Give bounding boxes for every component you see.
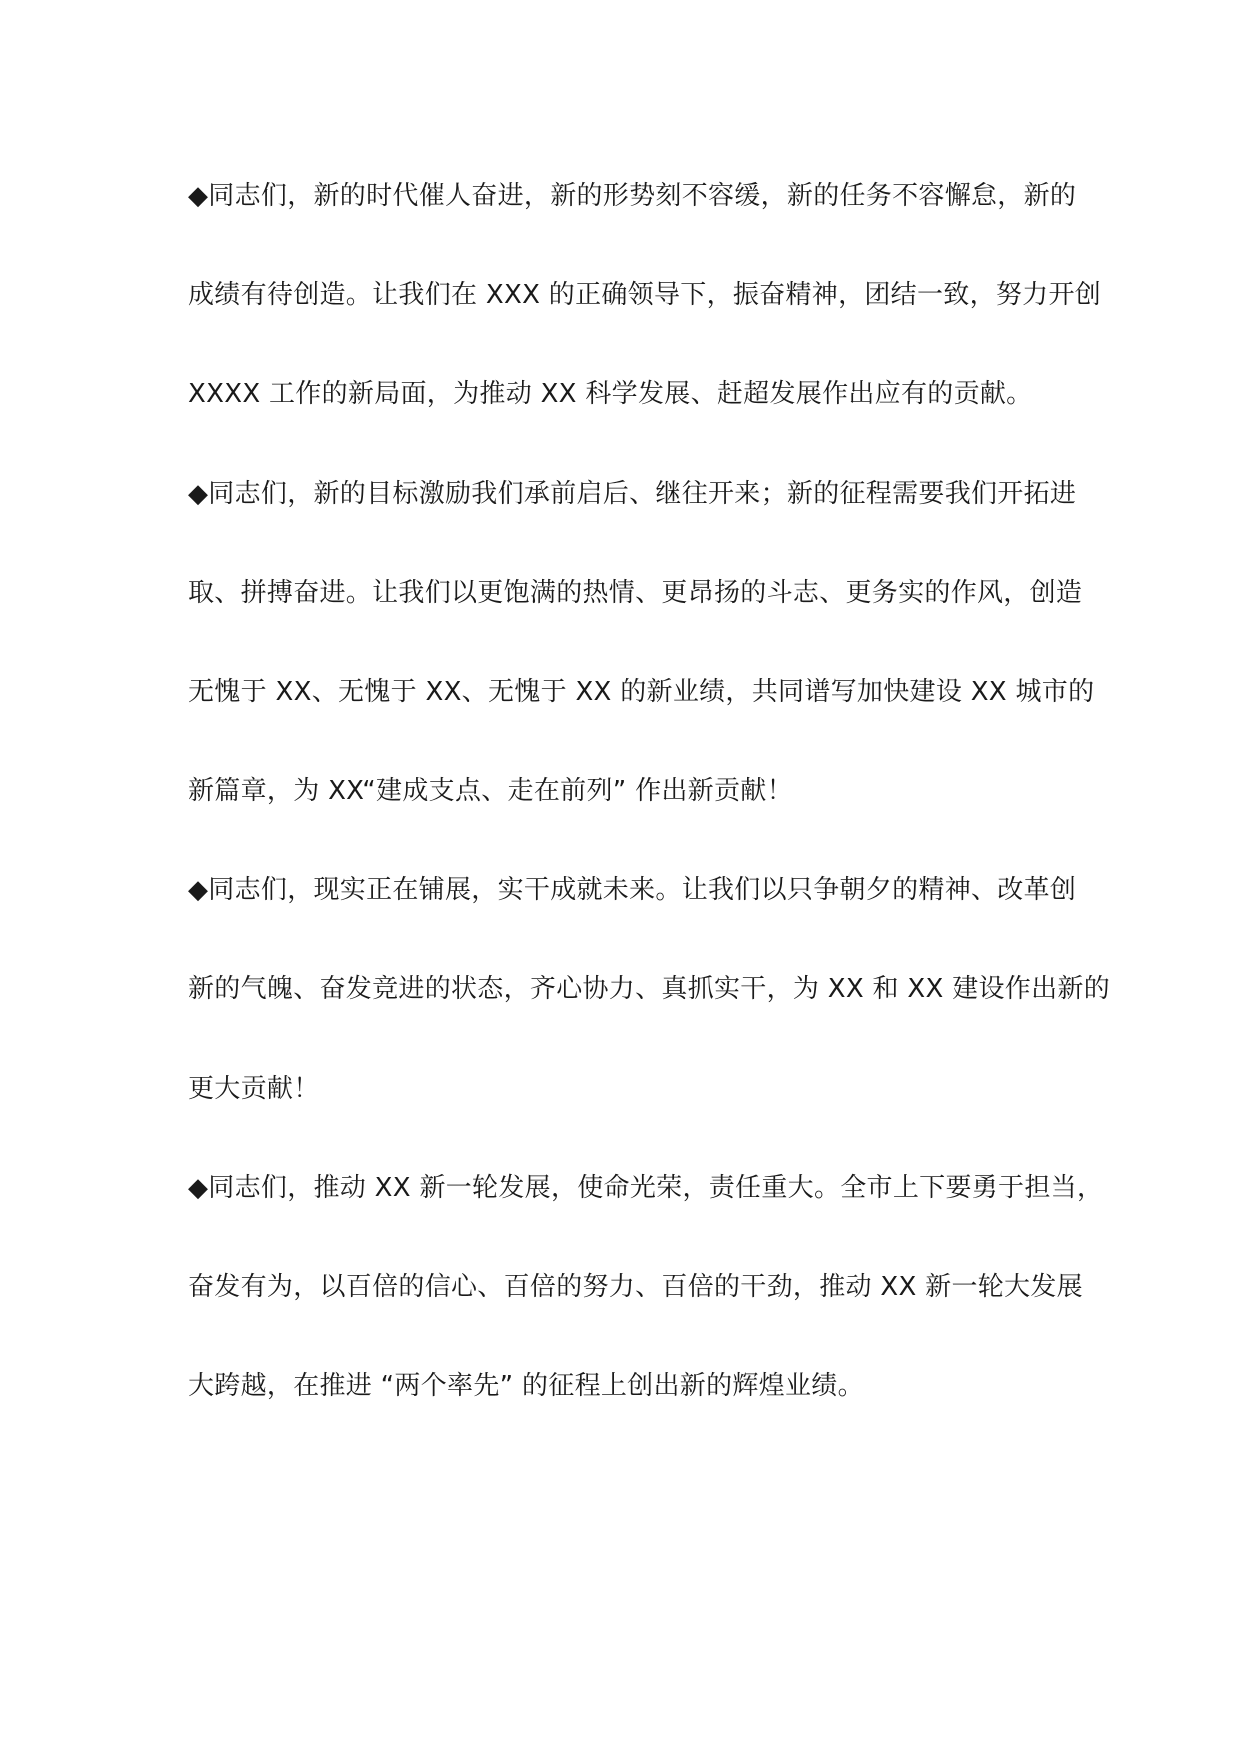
text-line: 奋发有为，以百倍的信心、百倍的努力、百倍的干劲，推动 XX 新一轮大发展 (188, 1272, 1083, 1302)
text-line: 取、拼搏奋进。让我们以更饱满的热情、更昂扬的斗志、更务实的作风，创造 (188, 578, 1083, 608)
text-line: 更大贡献！ (188, 1074, 320, 1104)
text-line: 大跨越，在推进 “两个率先” 的征程上创出新的辉煌业绩。 (188, 1371, 864, 1401)
text-line: 新篇章，为 XX“建成支点、走在前列” 作出新贡献！ (188, 776, 793, 806)
text-line: ◆同志们，现实正在铺展，实干成就未来。让我们以只争朝夕的精神、改革创 (188, 875, 1077, 905)
text-line: 新的气魄、奋发竞进的状态，齐心协力、真抓实干，为 XX 和 XX 建设作出新的 (188, 974, 1111, 1004)
text-line: ◆同志们，新的目标激励我们承前启后、继往开来；新的征程需要我们开拓进 (188, 479, 1077, 509)
text-line: ◆同志们，推动 XX 新一轮发展，使命光荣，责任重大。全市上下要勇于担当， (188, 1173, 1104, 1203)
text-line: ◆同志们，新的时代催人奋进，新的形势刻不容缓，新的任务不容懈怠，新的 (188, 181, 1077, 211)
text-line: 无愧于 XX、无愧于 XX、无愧于 XX 的新业绩，共同谱写加快建设 XX 城市的 (188, 677, 1095, 707)
text-line: 成绩有待创造。让我们在 XXX 的正确领导下，振奋精神，团结一致，努力开创 (188, 280, 1102, 310)
text-line: XXXX 工作的新局面，为推动 XX 科学发展、赶超发展作出应有的贡献。 (188, 379, 1033, 409)
